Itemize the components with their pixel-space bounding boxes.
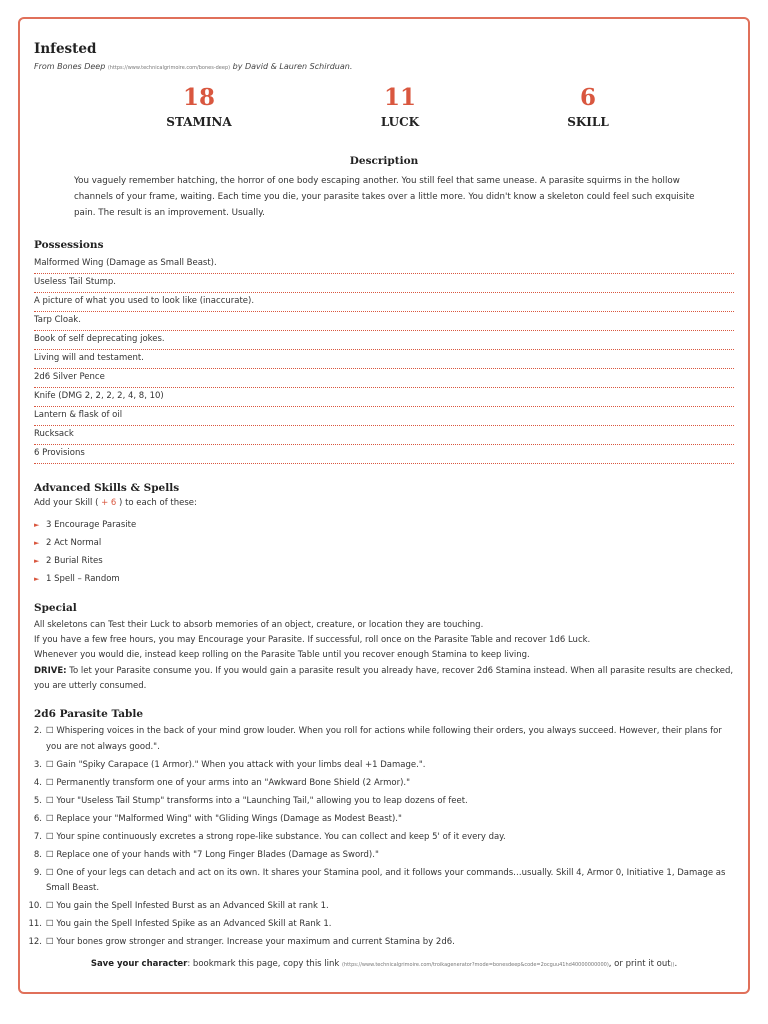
parasite-table-heading: 2d6 Parasite Table bbox=[34, 708, 144, 721]
special-drive bbox=[34, 664, 734, 694]
row-text: ☐ Replace your "Malformed Wing" with "Gliding Wings (Damage as Modest Beast)." bbox=[46, 813, 402, 824]
row-number: 11. bbox=[28, 919, 42, 930]
special-heading: Special bbox=[34, 602, 77, 614]
table-row[interactable] bbox=[28, 935, 734, 951]
stat-label: STAMINA bbox=[166, 115, 232, 129]
stat-skill bbox=[528, 85, 648, 129]
save-link[interactable]: (https://www.technicalgrimoire.com/troikagenerator?mode=bonesdeep&code=2ocguu41hd40000000000) bbox=[342, 961, 609, 968]
byline-prefix: From Bones Deep bbox=[34, 62, 106, 71]
stat-label: LUCK bbox=[380, 115, 420, 129]
stat-label: SKILL bbox=[567, 115, 609, 129]
byline bbox=[34, 62, 734, 71]
list-item bbox=[34, 534, 734, 552]
skill-label: 1 Spell – Random bbox=[46, 574, 120, 584]
table-row[interactable] bbox=[34, 794, 734, 810]
list-item bbox=[34, 552, 734, 570]
list-item: A picture of what you used to look like (inaccurate). bbox=[34, 293, 734, 312]
row-number: 4. bbox=[33, 777, 42, 788]
row-text: ☐ Your spine continuously excretes a strong rope-like substance. You can collect and keep 5' of it every day. bbox=[46, 831, 506, 842]
drive-label: DRIVE: bbox=[34, 665, 67, 676]
row-number: 6. bbox=[33, 813, 42, 824]
stat-luck bbox=[340, 85, 460, 129]
list-item: Living will and testament. bbox=[34, 350, 734, 369]
list-item: Lantern & flask of oil bbox=[34, 407, 734, 426]
stat-stamina bbox=[139, 85, 259, 129]
skills-intro bbox=[34, 498, 734, 508]
row-text: ☐ You gain the Spell Infested Burst as an Advanced Skill at rank 1. bbox=[46, 901, 329, 912]
table-row[interactable] bbox=[34, 776, 734, 792]
row-text: ☐ Gain "Spiky Carapace (1 Armor)." When you attack with your limbs deal +1 Damage.". bbox=[46, 759, 426, 770]
possessions-heading: Possessions bbox=[34, 239, 104, 251]
list-item: Tarp Cloak. bbox=[34, 312, 734, 331]
row-number: 10. bbox=[28, 901, 42, 912]
description-heading: Description bbox=[349, 155, 419, 167]
description-text: You vaguely remember hatching, the horror of one body escaping another. You still feel that same unease. A parasite squirms in the hollow channels of your frame, waiting. Each time you die, your parasite takes over a little more. You didn't know a skeleton could feel such exquisite pain. The result is an improvement. Usually. bbox=[74, 176, 695, 218]
special-line: If you have a few free hours, you may Encourage your Parasite. If successful, roll once on the Parasite Table and recover 1d6 Luck. bbox=[34, 635, 591, 646]
table-row[interactable] bbox=[28, 899, 734, 915]
row-text: ☐ Replace one of your hands with "7 Long Finger Blades (Damage as Sword)." bbox=[46, 849, 379, 860]
row-text: ☐ Whispering voices in the back of your mind grow louder. When you roll for actions while following their orders, you always succeed. However, their plans for you are not always good.". bbox=[46, 726, 722, 752]
row-number: 8. bbox=[33, 849, 42, 860]
list-item bbox=[34, 516, 734, 534]
row-text: ☐ You gain the Spell Infested Spike as an Advanced Skill at Rank 1. bbox=[46, 919, 332, 930]
list-item: 2d6 Silver Pence bbox=[34, 369, 734, 388]
list-item: Rucksack bbox=[34, 426, 734, 445]
special-section bbox=[34, 618, 734, 694]
table-row[interactable] bbox=[34, 848, 734, 864]
save-text: : bookmark this page, copy this link bbox=[187, 958, 340, 969]
list-item: Useless Tail Stump. bbox=[34, 274, 734, 293]
stat-value: 6 bbox=[579, 84, 596, 111]
table-row[interactable] bbox=[28, 917, 734, 933]
stat-value: 11 bbox=[383, 84, 416, 111]
row-number: 7. bbox=[33, 831, 42, 842]
row-text: ☐ Your "Useless Tail Stump" transforms into a "Launching Tail," allowing you to leap dozens of feet. bbox=[46, 795, 468, 806]
skills-intro-suffix: ) to each of these: bbox=[119, 498, 197, 508]
skill-bonus-value: + 6 bbox=[98, 498, 120, 508]
list-item: Knife (DMG 2, 2, 2, 2, 4, 8, 10) bbox=[34, 388, 734, 407]
bullet-triangle-icon: ► bbox=[34, 575, 40, 583]
table-row[interactable] bbox=[34, 830, 734, 846]
table-row[interactable] bbox=[34, 758, 734, 774]
skill-label: 3 Encourage Parasite bbox=[46, 520, 137, 530]
character-title: Infested bbox=[34, 41, 97, 57]
list-item bbox=[34, 570, 734, 588]
stats-row bbox=[34, 85, 734, 143]
row-number: 3. bbox=[33, 759, 42, 770]
skills-list bbox=[34, 516, 734, 588]
save-end: . bbox=[674, 958, 678, 969]
character-sheet bbox=[18, 17, 750, 994]
skill-label: 2 Burial Rites bbox=[46, 556, 103, 566]
row-number: 9. bbox=[33, 867, 42, 878]
list-item: Malformed Wing (Damage as Small Beast). bbox=[34, 255, 734, 274]
drive-text: To let your Parasite consume you. If you would gain a parasite result you already have, recover 2d6 Stamina instead. When all parasite results are checked, you are utterly consumed. bbox=[34, 665, 734, 691]
save-label: Save your character bbox=[90, 958, 188, 969]
list-item: 6 Provisions bbox=[34, 445, 734, 464]
table-row[interactable] bbox=[34, 812, 734, 828]
row-number: 2. bbox=[33, 726, 42, 737]
row-number: 5. bbox=[33, 795, 42, 806]
possessions-list bbox=[34, 255, 734, 464]
skills-heading: Advanced Skills & Spells bbox=[34, 482, 180, 494]
special-line: Whenever you would die, instead keep rolling on the Parasite Table until you recover enough Stamina to keep living. bbox=[34, 650, 530, 661]
special-line: All skeletons can Test their Luck to absorb memories of an object, creature, or location they are touching. bbox=[34, 620, 484, 630]
skill-label: 2 Act Normal bbox=[46, 538, 102, 548]
sheet-content bbox=[28, 41, 734, 969]
bullet-triangle-icon: ► bbox=[34, 539, 40, 547]
row-text: ☐ Your bones grow stronger and stranger. Increase your maximum and current Stamina by 2d6. bbox=[46, 937, 455, 948]
skills-intro-prefix: Add your Skill ( bbox=[34, 498, 99, 508]
byline-link[interactable]: (https://www.technicalgrimoire.com/bones-deep) bbox=[107, 65, 231, 71]
bullet-triangle-icon: ► bbox=[34, 557, 40, 565]
table-row[interactable] bbox=[34, 866, 734, 897]
row-text: ☐ Permanently transform one of your arms into an "Awkward Bone Shield (2 Armor)." bbox=[46, 777, 411, 788]
print-link[interactable]: () bbox=[670, 961, 675, 968]
byline-suffix: by David & Lauren Schirduan. bbox=[232, 62, 353, 71]
save-text-print: , or print it out bbox=[608, 958, 671, 969]
row-number: 12. bbox=[28, 937, 42, 948]
table-row[interactable] bbox=[34, 724, 734, 755]
save-character bbox=[34, 959, 734, 969]
list-item: Book of self deprecating jokes. bbox=[34, 331, 734, 350]
stat-value: 18 bbox=[182, 84, 215, 111]
row-text: ☐ One of your legs can detach and act on its own. It shares your Stamina pool, and it follows your commands…usually. Skill 4, Armor 0, Initiative 1, Damage as Small Beast. bbox=[46, 867, 726, 894]
bullet-triangle-icon: ► bbox=[34, 521, 40, 529]
parasite-table bbox=[28, 724, 734, 951]
